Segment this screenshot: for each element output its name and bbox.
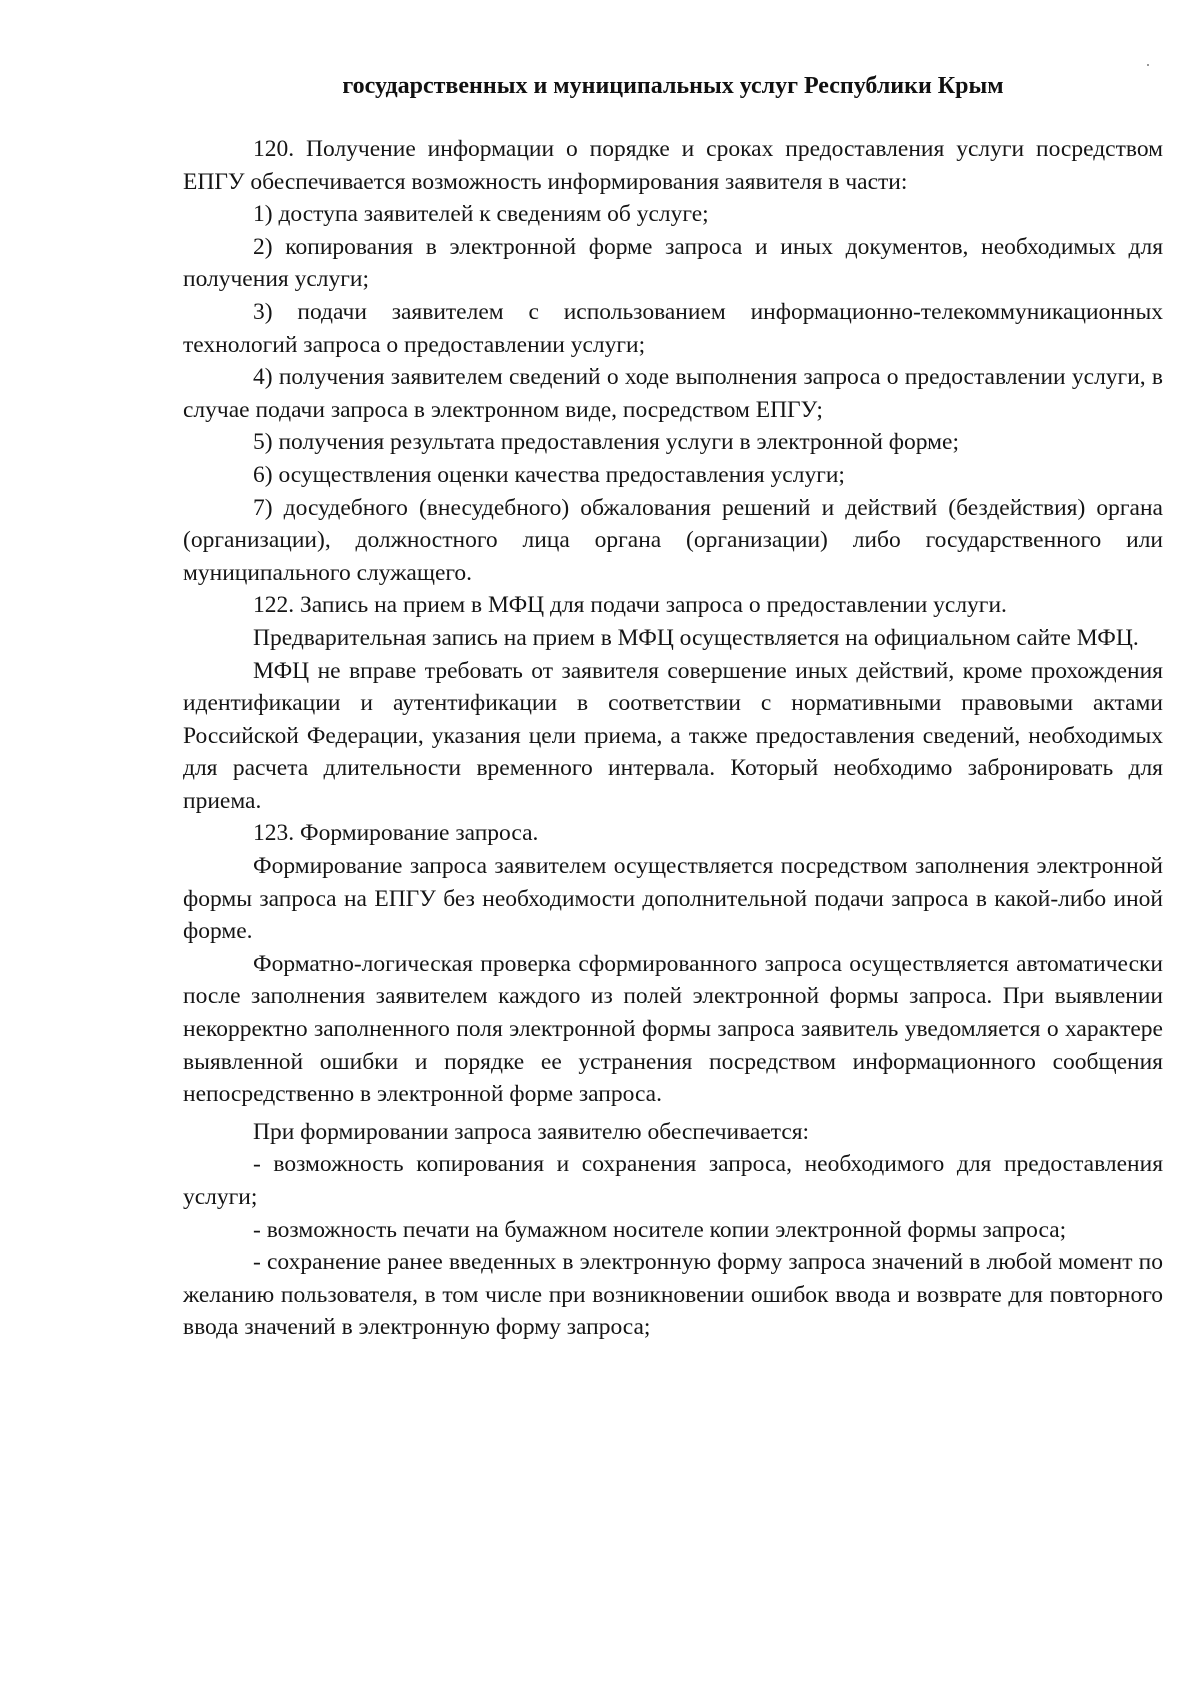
bullet-item-save-values: - сохранение ранее введенных в электронную форму запроса значений в любой момент по желанию пользователя, в том числе при возникновении ошибок ввода и возврате для повторного ввода значений в электронную форму запроса;: [183, 1249, 1163, 1341]
list-item-2: 2) копирования в электронной форме запроса и иных документов, необходимых для получения услуги;: [183, 233, 1163, 293]
list-item-6: 6) осуществления оценки качества предоставления услуги;: [253, 461, 845, 488]
bullet-item-print: - возможность печати на бумажном носителе копии электронной формы запроса;: [253, 1216, 1067, 1243]
document-body: [183, 133, 1163, 1344]
list-item-1: 1) доступа заявителей к сведениям об услуге;: [253, 201, 709, 228]
paragraph-request-forming: Формирование запроса заявителем осуществляется посредством заполнения электронной формы запроса на ЕПГУ без необходимости дополнительной подачи запроса в какой-либо иной форме.: [183, 853, 1163, 945]
page-header: государственных и муниципальных услуг Республики Крым: [342, 73, 1004, 99]
paragraph-applicant-provided: При формировании запроса заявителю обеспечивается:: [253, 1118, 810, 1145]
paragraph-122: 122. Запись на прием в МФЦ для подачи запроса о предоставлении услуги.: [253, 592, 1007, 619]
list-item-7: 7) досудебного (внесудебного) обжалования решений и действий (бездействия) органа (организации), должностного лица органа (организации) либо государственного или муниципального служащего.: [183, 494, 1163, 586]
paragraph-format-check: Форматно-логическая проверка сформированного запроса осуществляется автоматически после заполнения заявителем каждого из полей электронной формы запроса. При выявлении некорректно заполненного поля электронной формы запроса заявитель уведомляется о характере выявленной ошибки и порядке ее устранения посредством информационного сообщения непосредственно в электронной форме запроса.: [183, 950, 1163, 1108]
list-item-3: 3) подачи заявителем с использованием информационно-телекоммуникационных технологий запроса о предоставлении услуги;: [183, 298, 1163, 358]
paragraph-preliminary-booking: Предварительная запись на прием в МФЦ осуществляется на официальном сайте МФЦ.: [253, 624, 1139, 651]
paragraph-mfc-restrictions: МФЦ не вправе требовать от заявителя совершение иных действий, кроме прохождения идентификации и аутентификации в соответствии с нормативными правовыми актами Российской Федерации, указания цели приема, а также предоставления сведений, необходимых для расчета длительности временного интервала. Который необходимо забронировать для приема.: [183, 657, 1163, 814]
bullet-item-copy-save: - возможность копирования и сохранения запроса, необходимого для предоставления услуги;: [183, 1151, 1163, 1210]
paragraph-120: 120. Получение информации о порядке и сроках предоставления услуги посредством ЕПГУ обеспечивается возможность информирования заявителя в части:: [183, 136, 1163, 195]
list-item-5: 5) получения результата предоставления услуги в электронной форме;: [253, 429, 959, 456]
paragraph-123: 123. Формирование запроса.: [253, 820, 539, 847]
scan-speck: [1147, 64, 1149, 66]
list-item-4: 4) получения заявителем сведений о ходе выполнения запроса о предоставлении услуги, в случае подачи запроса в электронном виде, посредством ЕПГУ;: [183, 364, 1163, 423]
